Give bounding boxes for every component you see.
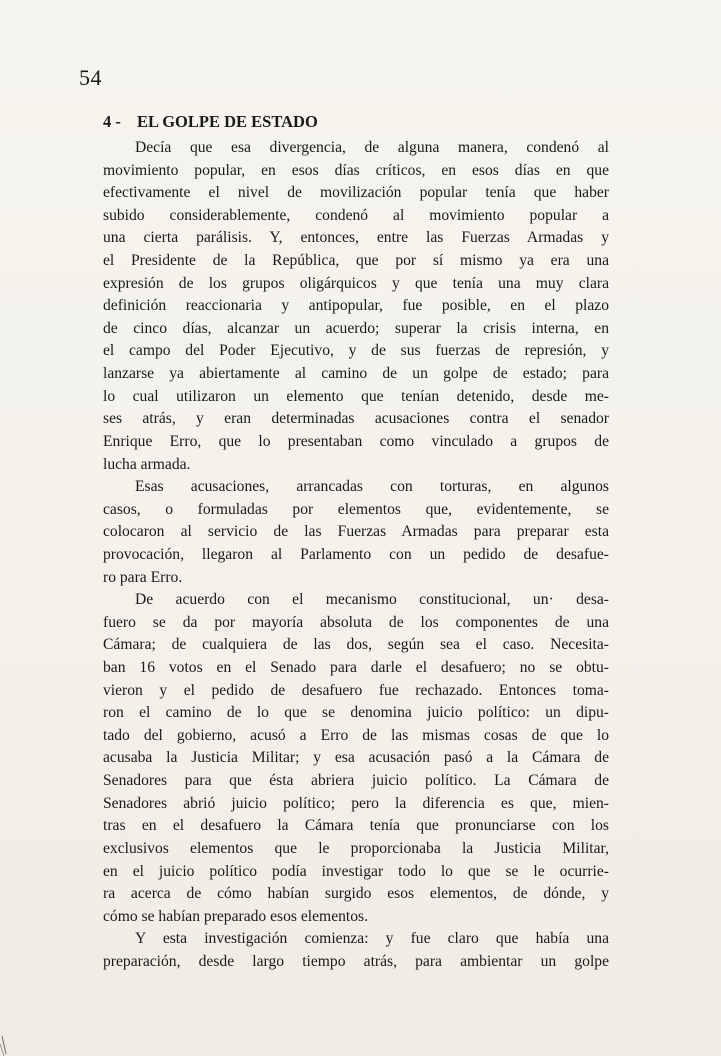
section-number: 4 - bbox=[103, 112, 121, 131]
text-line: movimiento popular, en esos días críticos, en esos días en que bbox=[103, 161, 609, 179]
text-line: Decía que esa divergencia, de alguna manera, condenó al bbox=[135, 139, 609, 156]
text-line: Esas acusaciones, arrancadas con torturas, en algunos bbox=[135, 478, 609, 496]
text-line: de cinco días, alcanzar un acuerdo; superar la crisis interna, en bbox=[103, 319, 609, 337]
text-line: provocación, llegaron al Parlamento con un pedido de desafue- bbox=[103, 545, 609, 563]
text-line: casos, o formuladas por elementos que, evidentemente, se bbox=[103, 500, 609, 518]
text-line: el Presidente de la República, que por sí mismo ya era una bbox=[103, 252, 609, 270]
page-number: 54 bbox=[79, 65, 102, 90]
text-line: Cámara; de cualquiera de las dos, según sea el caso. Necesita- bbox=[103, 636, 609, 654]
text-line: De acuerdo con el mecanismo constitucional, un· desa- bbox=[135, 591, 609, 609]
section-title: EL GOLPE DE ESTADO bbox=[137, 112, 318, 131]
text-line: Senadores para que ésta abriera juicio político. La Cámara de bbox=[103, 772, 609, 790]
text-line: una cierta parálisis. Y, entonces, entre las Fuerzas Armadas y bbox=[103, 229, 609, 247]
text-line: vieron y el pedido de desafuero fue rechazado. Entonces toma- bbox=[103, 681, 609, 699]
text-line: preparación, desde largo tiempo atrás, para ambientar un golpe bbox=[103, 952, 609, 970]
text-line: exclusivos elementos que le proporcionaba la Justicia Militar, bbox=[103, 839, 609, 857]
text-line: en el juicio político podía investigar todo lo que se le ocurrie- bbox=[103, 862, 609, 880]
text-line: lo cual utilizaron un elemento que tenían detenido, desde me- bbox=[103, 387, 609, 405]
text-line: fuero se da por mayoría absoluta de los componentes de una bbox=[103, 613, 609, 631]
text-line: cómo se habían preparado esos elementos. bbox=[103, 907, 369, 925]
text-line: Senadores abrió juicio político; pero la diferencia es que, mien- bbox=[103, 794, 609, 812]
text-line: acusaba la Justicia Militar; y esa acusación pasó a la Cámara de bbox=[103, 749, 609, 767]
text-line: lanzarse ya abiertamente al camino de un golpe de estado; para bbox=[103, 365, 609, 383]
text-line: tado del gobierno, acusó a Erro de las mismas cosas de que lo bbox=[103, 726, 609, 744]
text-line: ra acerca de cómo habían surgido esos elementos, de dónde, y bbox=[103, 885, 609, 903]
text-line: efectivamente el nivel de movilización popular tenía que haber bbox=[103, 184, 609, 202]
page-corner-mark bbox=[0, 1034, 16, 1056]
text-line: Enrique Erro, que lo presentaban como vinculado a grupos de bbox=[103, 432, 609, 450]
text-line: expresión de los grupos oligárquicos y que tenía una muy clara bbox=[103, 274, 609, 292]
text-line: definición reaccionaria y antipopular, fue posible, en el plazo bbox=[103, 297, 609, 315]
text-line: subido considerablemente, condenó al movimiento popular a bbox=[103, 206, 609, 224]
section-heading bbox=[103, 110, 318, 134]
text-line: lucha armada. bbox=[103, 455, 191, 473]
text-line: tras en el desafuero la Cámara tenía que pronunciarse con los bbox=[103, 817, 609, 835]
text-line: el campo del Poder Ejecutivo, y de sus fuerzas de represión, y bbox=[103, 342, 609, 360]
text-line: ses atrás, y eran determinadas acusaciones contra el senador bbox=[103, 410, 609, 428]
text-line: colocaron al servicio de las Fuerzas Armadas para preparar esta bbox=[103, 523, 609, 541]
text-line: ro para Erro. bbox=[103, 568, 183, 586]
text-line: ron el camino de lo que se denomina juicio político: un dipu- bbox=[103, 704, 609, 722]
text-line: Y esta investigación comienza: y fue claro que había una bbox=[135, 930, 609, 948]
text-line: ban 16 votos en el Senado para darle el desafuero; no se obtu- bbox=[103, 659, 609, 677]
body-text bbox=[103, 137, 609, 974]
